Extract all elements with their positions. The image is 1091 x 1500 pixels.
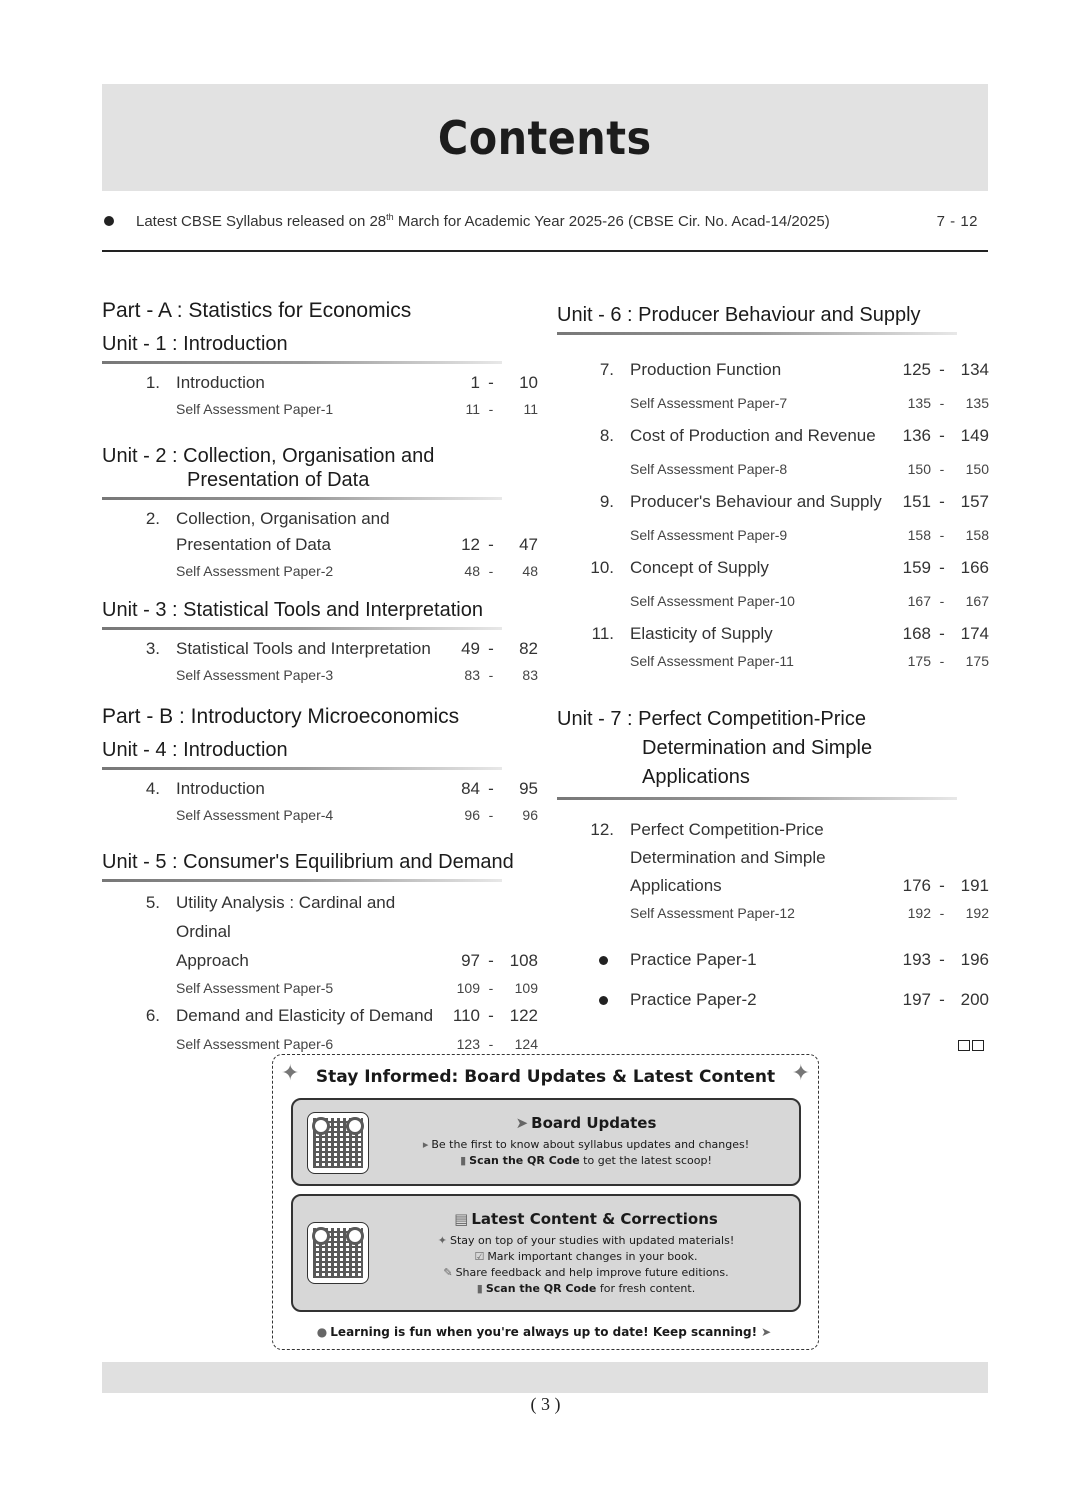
- toc-entry-chapter-8[interactable]: 8. Cost of Production and Revenue 136 - 149: [599, 426, 989, 445]
- unit-2-heading: Unit - 2 : Collection, Organisation and Presentation of Data: [102, 445, 435, 491]
- party-popper-icon: ✦: [791, 1061, 810, 1086]
- stay-informed-heading: Stay Informed: Board Updates & Latest Content: [315, 1067, 776, 1087]
- syllabus-entry[interactable]: [102, 208, 988, 234]
- toc-entry-sap-3[interactable]: Self Assessment Paper-3 83 - 83: [176, 667, 538, 683]
- toc-entry-chapter-6[interactable]: 6. Demand and Elasticity of Demand 110 - 122: [145, 1006, 538, 1025]
- unit-divider: [102, 361, 502, 364]
- toc-entry-sap-2[interactable]: Self Assessment Paper-2 48 - 48: [176, 563, 538, 579]
- light-bulb-icon: ●: [316, 1325, 328, 1339]
- board-updates-card: ➤ Board Updates ▸ Be the first to know about syllabus updates and changes! ▮ Scan the QR Code to get the latest scoop!: [291, 1098, 801, 1186]
- unit-divider: [557, 797, 957, 800]
- rocket-icon: ➤: [515, 1114, 529, 1132]
- bullet-icon: [599, 996, 608, 1005]
- checkbox-icon: ☑: [474, 1250, 485, 1263]
- toc-right-column: [557, 303, 989, 1020]
- rocket-icon: ➤: [761, 1325, 772, 1339]
- toc-entry-chapter-10[interactable]: 10. Concept of Supply 159 - 166: [590, 558, 989, 577]
- phone-icon: ▮: [460, 1154, 467, 1167]
- toc-entry-chapter-5[interactable]: 5. Utility Analysis : Cardinal and Ordinal Approach 97 - 108: [145, 893, 538, 970]
- toc-left-column: [102, 296, 538, 1057]
- toc-entry-chapter-3[interactable]: 3. Statistical Tools and Interpretation 49 - 82: [145, 639, 538, 658]
- bullet-icon: [104, 216, 114, 226]
- toc-entry-sap-11[interactable]: Self Assessment Paper-11 175 - 175: [630, 653, 989, 669]
- toc-entry-sap-9[interactable]: Self Assessment Paper-9 158 - 158: [630, 527, 989, 543]
- toc-entry-sap-6[interactable]: Self Assessment Paper-6 123 - 124: [176, 1036, 538, 1052]
- toc-entry-sap-5[interactable]: Self Assessment Paper-5 109 - 109: [176, 980, 538, 996]
- toc-entry-sap-4[interactable]: Self Assessment Paper-4 96 - 96: [176, 807, 538, 823]
- syllabus-label: Latest CBSE Syllabus released on 28th March for Academic Year 2025-26 (CBSE Cir. No. Acad-14/2025): [136, 212, 830, 230]
- unit-1-heading: Unit - 1 : Introduction: [102, 333, 288, 355]
- unit-divider: [102, 767, 502, 770]
- part-b-heading: Part - B : Introductory Microeconomics: [102, 705, 460, 728]
- end-of-section-mark: [958, 1040, 984, 1051]
- toc-entry-chapter-2[interactable]: 2. Collection, Organisation and Presentation of Data 12 - 47: [145, 509, 538, 554]
- page-title: Contents: [438, 110, 652, 165]
- stay-informed-box: [272, 1054, 819, 1350]
- toc-entry-chapter-11[interactable]: 11. Elasticity of Supply 168 - 174: [591, 624, 989, 643]
- part-a-heading: Part - A : Statistics for Economics: [102, 299, 412, 322]
- party-popper-icon: ✦: [281, 1061, 300, 1086]
- toc-entry-sap-7[interactable]: Self Assessment Paper-7 135 - 135: [630, 395, 989, 411]
- toc-entry-chapter-12[interactable]: 12. Perfect Competition-Price Determination and Simple Applications 176 - 191: [590, 820, 989, 895]
- toc-entry-practice-paper-1[interactable]: Practice Paper-1 193 - 196: [557, 940, 989, 980]
- toc-entry-chapter-4[interactable]: 4. Introduction 84 - 95: [145, 779, 538, 798]
- phone-icon: ▮: [476, 1282, 483, 1295]
- books-icon: ▤: [454, 1210, 469, 1228]
- unit-4-heading: Unit - 4 : Introduction: [102, 739, 288, 761]
- page-number: ( 3 ): [530, 1394, 561, 1414]
- megaphone-icon: ▸: [422, 1138, 429, 1151]
- toc-entry-sap-1[interactable]: Self Assessment Paper-1 11 - 11: [176, 401, 538, 417]
- toc-entry-chapter-9[interactable]: 9. Producer's Behaviour and Supply 151 - 157: [599, 492, 989, 511]
- footer-band: [102, 1362, 988, 1393]
- unit-3-heading: Unit - 3 : Statistical Tools and Interpretation: [102, 599, 483, 621]
- unit-divider: [102, 879, 502, 882]
- unit-7-heading: Unit - 7 : Perfect Competition-Price Determination and Simple Applications: [557, 708, 873, 788]
- unit-divider: [102, 497, 502, 500]
- bullet-icon: [599, 956, 608, 965]
- stay-informed-footer: ● Learning is fun when you're always up to date! Keep scanning! ➤: [316, 1325, 772, 1339]
- unit-5-heading: Unit - 5 : Consumer's Equilibrium and Demand: [102, 851, 514, 873]
- divider: [102, 250, 988, 252]
- unit-divider: [102, 627, 502, 630]
- toc-entry-sap-10[interactable]: Self Assessment Paper-10 167 - 167: [630, 593, 989, 609]
- toc-entry-chapter-7[interactable]: 7. Production Function 125 - 134: [599, 360, 989, 379]
- qr-code-latest-content[interactable]: [307, 1222, 369, 1284]
- toc-entry-practice-paper-2[interactable]: Practice Paper-2 197 - 200: [557, 980, 989, 1020]
- unit-divider: [557, 332, 957, 335]
- qr-code-board-updates[interactable]: [307, 1112, 369, 1174]
- contents-title-band: [102, 84, 988, 191]
- syllabus-pages: 7 - 12: [936, 212, 978, 230]
- sparkles-icon: ✦: [437, 1234, 447, 1247]
- unit-6-heading: Unit - 6 : Producer Behaviour and Supply: [557, 304, 921, 326]
- toc-entry-sap-8[interactable]: Self Assessment Paper-8 150 - 150: [630, 461, 989, 477]
- latest-content-card: ▤ Latest Content & Corrections ✦ Stay on top of your studies with updated materials! ☑ Mark important changes in your book. ✎ Share feedback and help improve future editions. ▮ Scan the QR Code for fresh content.: [291, 1194, 801, 1312]
- memo-icon: ✎: [443, 1266, 453, 1279]
- toc-entry-sap-12[interactable]: Self Assessment Paper-12 192 - 192: [630, 905, 989, 921]
- toc-entry-chapter-1[interactable]: 1. Introduction 1 - 10: [145, 373, 538, 392]
